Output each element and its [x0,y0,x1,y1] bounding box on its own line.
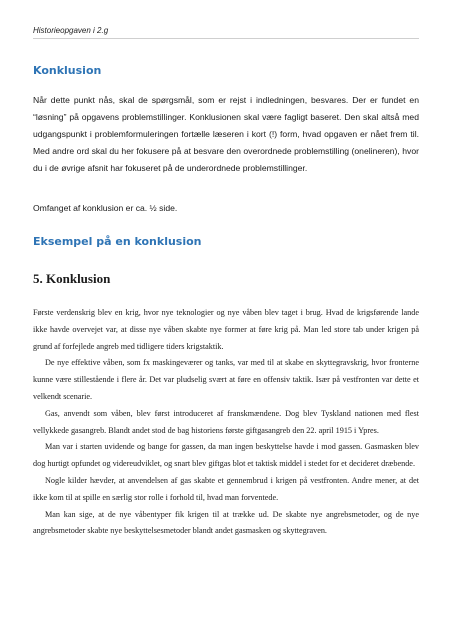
conclusion-paragraph-1: Når dette punkt nås, skal de spørgsmål, som er rejst i indledningen, besvares. Der er fundet en “løsning” på opgavens problemstillinger. Konklusionen skal være fagligt baseret. Den skal altså med udgangspunkt i problemformuleringen fortælle læseren i kort (!) form, hvad opgaven er nået frem til. Med andre ord skal du her fokusere på at besvare den overordnede problemstilling (onelineren), hvor du i de øvrige afsnit har fokuseret på de underordnede problemstillinger. [33,95,419,173]
example-paragraph-2: De nye effektive våben, som fx maskingeværer og tanks, var med til at skabe en skyttegravskrig, hvor fronterne kunne være stillestående i flere år. Det var pludselig svært at føre en offensiv taktik. Især på vestfronten var dette et velkendt scenarie. [33,358,419,401]
example-heading: Eksempel på en konklusion [33,235,202,248]
example-paragraph-3: Gas, anvendt som våben, blev først introduceret af franskmændene. Dog blev Tyskland nationen med flest vellykkede gasangreb. Blandt andet stod de bag historiens første giftgasangreb den 22. april 1915 i Ypres. [33,408,419,435]
example-subheading: 5. Konklusion [33,271,111,286]
example-body [33,305,419,540]
conclusion-heading: Konklusion [33,64,102,77]
example-paragraph-1: Første verdenskrig blev en krig, hvor nye teknologier og nye våben blev taget i brug. Hvad de krigsførende lande ikke havde overvejet var, at disse nye våben skabte nye former at føre krig på. Man led store tab under krigen på grund af forfejlede angreb med tidligere tiders krigstaktik. [33,308,419,351]
header-rule [33,38,419,39]
conclusion-paragraph-2: Omfanget af konklusion er ca. ½ side. [33,203,178,213]
example-paragraph-4: Man var i starten uvidende og bange for gassen, da man ingen beskyttelse havde i mod gassen. Gasmasken blev dog hurtigt opfundet og videreudviklet, og snart blev giftgas blot et taktisk middel i stedet for et decideret dræbende. [33,442,419,469]
example-paragraph-6: Man kan sige, at de nye våbentyper fik krigen til at trække ud. De skabte nye angrebsmetoder, og de nye angrebsmetoder skabte nye beskyttelsesmetoder blandt andet gasmasken og skyttegraven. [33,509,419,536]
running-header: Historieopgaven i 2.g [33,26,109,35]
example-paragraph-5: Nogle kilder hævder, at anvendelsen af gas skabte et gennembrud i krigen på vestfronten. Andre mener, at det ikke kom til at spille en særlig stor rolle i forhold til, hvad man forventede. [33,475,419,502]
